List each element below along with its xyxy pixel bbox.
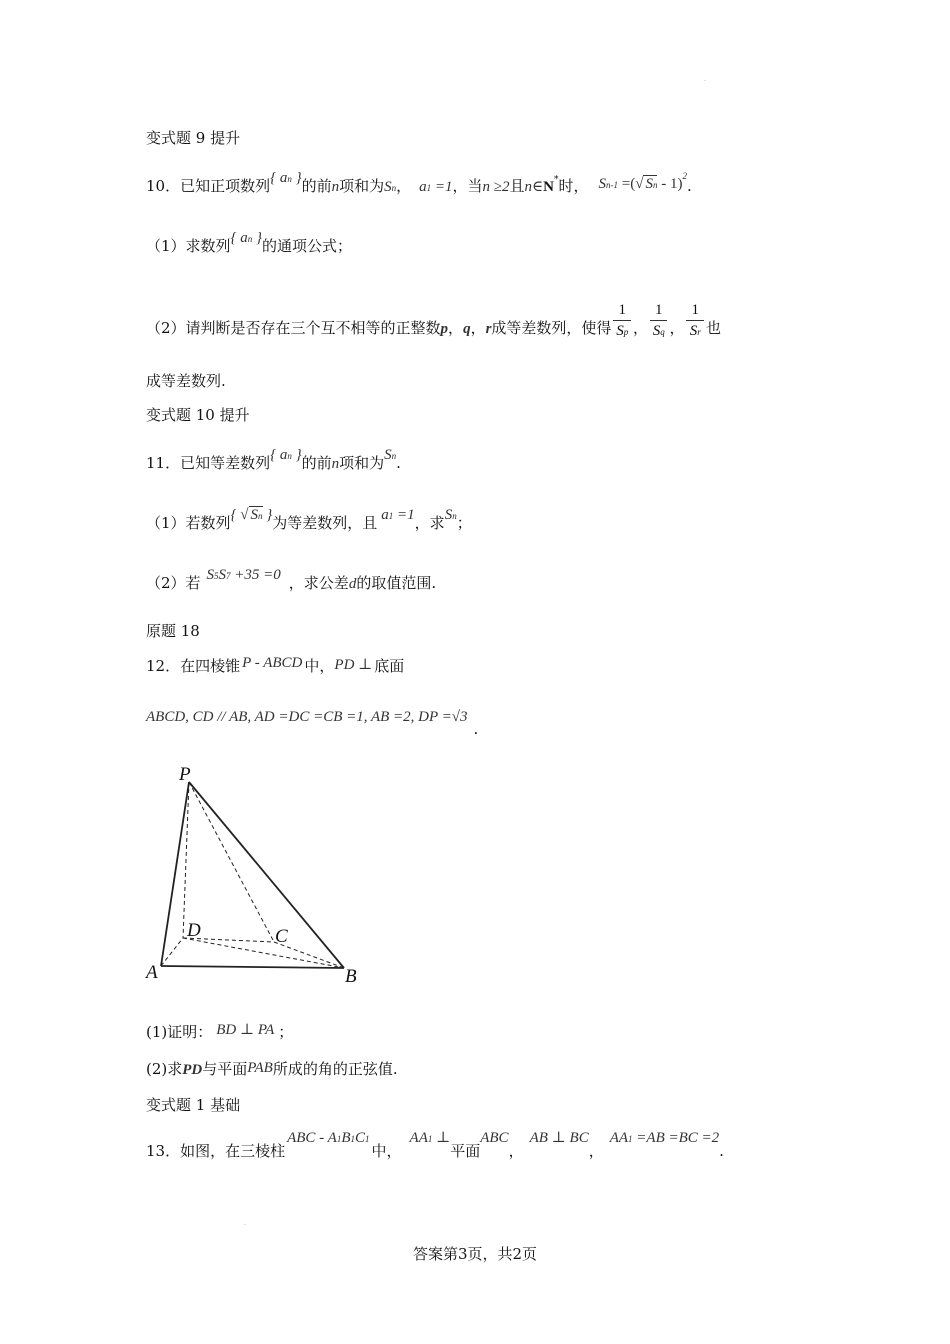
question-number: 10． xyxy=(146,177,181,195)
prism-name: ABC - A1B1C1 xyxy=(287,1130,370,1146)
question-10: 10．已知正项数列{ an }的前n项和为Sn， a1 =1，当n ≥2且n∈N*时， Sn-1 =(√ Sn - 1)$^2$. xyxy=(146,170,692,195)
vertex-label-A: A xyxy=(146,962,158,983)
recurrence-formula: Sn-1 =(√ Sn - 1)$^2$ xyxy=(598,171,687,192)
fraction-1-over-sp: $\frac{1}{Sp}$ xyxy=(613,300,631,342)
seq-brace: { an } xyxy=(270,170,302,186)
question-11-part-1: （1）若数列{ √ Sn }为等差数列，且 a1 =1，求Sn； xyxy=(146,507,472,532)
vertex-label-P: P xyxy=(179,764,191,785)
question-13: 13．如图，在三棱柱ABC - A1B1C1中，AA1 ⊥平面ABC，AB ⊥ BC，AA1 =AB =BC =2. xyxy=(146,1130,724,1160)
question-number: 12． xyxy=(146,657,181,675)
question-12-part-2: (2)求PD与平面PAB所成的角的正弦值. xyxy=(146,1060,398,1078)
question-10-part-2: （2）请判断是否存在三个互不相等的正整数p，q，r成等差数列，使得 $\frac{1}{Sp}$ ， $\frac{1}{Sq}$ ， $\frac{1}{Sr}$ 也 xyxy=(146,308,721,350)
question-11: 11．已知等差数列{ an }的前n项和为Sn. xyxy=(146,447,401,472)
vertex-label-B: B xyxy=(345,966,357,987)
question-number: 13． xyxy=(146,1142,181,1160)
vertex-label-D: D xyxy=(187,920,201,941)
question-10-part-1: （1）求数列{ an }的通项公式； xyxy=(146,230,353,255)
section-header: 变式题 1 基础 xyxy=(146,1096,241,1114)
question-11-part-2: （2）若 S5S7 +35 =0 ，求公差d的取值范围. xyxy=(146,567,437,592)
vertex-label-C: C xyxy=(275,926,288,947)
page-footer: 答案第3页，共2页 xyxy=(412,1245,538,1263)
question-12-conditions: ABCD, CD // AB, AD =DC =CB =1, AB =2, DP =√3. xyxy=(146,709,479,738)
question-number: 11． xyxy=(146,454,181,472)
section-header: 原题 18 xyxy=(146,622,200,640)
edge-DB xyxy=(183,938,344,968)
pyramid-figure xyxy=(140,760,370,992)
question-12-part-1: (1)证明： BD ⊥ PA ； xyxy=(146,1022,294,1041)
section-header: 变式题 10 提升 xyxy=(146,406,250,424)
fraction-1-over-sr: $\frac{1}{Sr}$ xyxy=(686,300,704,342)
edge-PB xyxy=(189,782,344,968)
fraction-1-over-sq: $\frac{1}{Sq}$ xyxy=(650,300,668,342)
question-10-part-2-cont: 成等差数列. xyxy=(146,372,226,390)
question-12: 12．在四棱锥 P - ABCD 中，PD ⊥ 底面 xyxy=(146,655,405,675)
sum-condition: S5S7 +35 =0 xyxy=(206,567,281,583)
corner-mark: · xyxy=(244,1222,246,1229)
section-header: 变式题 9 提升 xyxy=(146,129,241,147)
edge-PC xyxy=(189,782,274,942)
edge-AB xyxy=(161,966,344,968)
corner-mark: · xyxy=(704,78,706,85)
